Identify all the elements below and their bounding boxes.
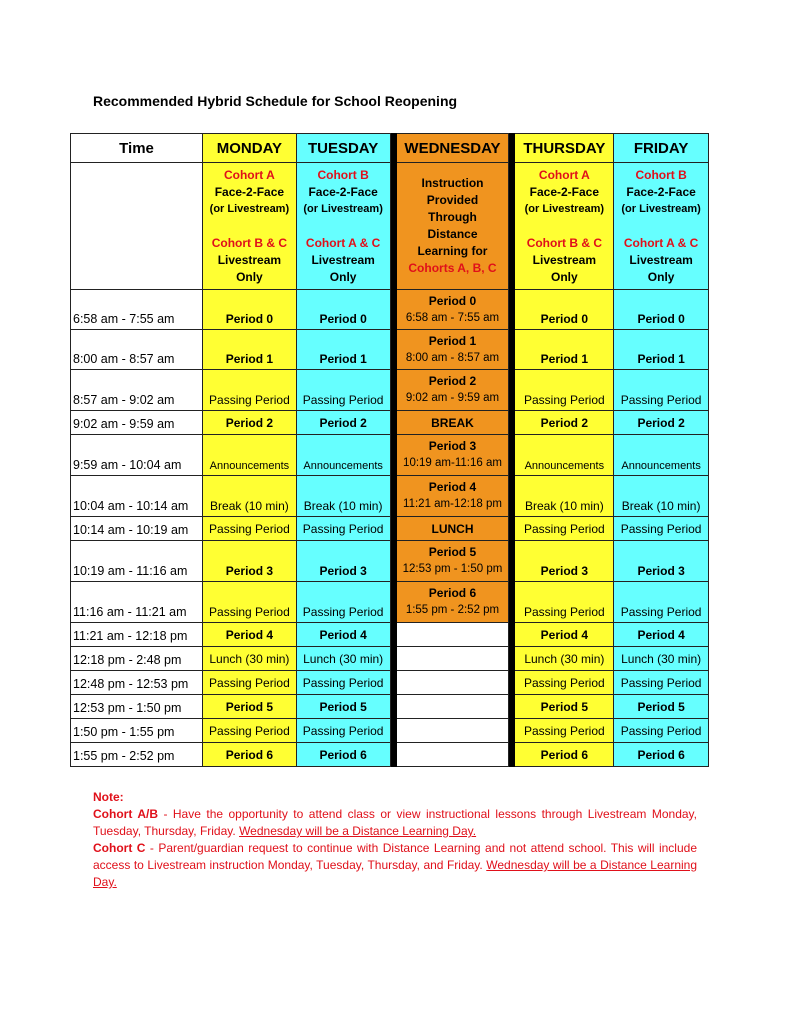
cell-tuesday: Passing Period [296,582,390,623]
cell-monday: Passing Period [203,719,297,743]
table-row [71,476,709,517]
cell-wednesday [396,476,509,517]
cohort-friday [614,163,709,290]
cohort-line: Cohorts A, B, C [408,261,497,275]
cell-friday: Period 3 [614,541,709,582]
cell-monday: Lunch (30 min) [203,647,297,671]
cell-wednesday-empty [396,743,509,767]
cell-monday: Passing Period [203,582,297,623]
wed-time: 12:53 pm - 1:50 pm [402,563,503,575]
header-tuesday: TUESDAY [296,134,390,163]
cell-friday: Break (10 min) [614,476,709,517]
cohort-line: (or Livestream) [303,202,383,215]
cell-tuesday: Period 6 [296,743,390,767]
table-row [71,719,709,743]
cell-friday: Passing Period [614,719,709,743]
table-row [71,290,709,330]
cell-friday: Lunch (30 min) [614,647,709,671]
table-row [71,647,709,671]
cell-monday: Period 5 [203,695,297,719]
wed-period: Period 6 [428,586,477,600]
cohort-line: (or Livestream) [209,202,290,215]
time-cell: 10:14 am - 10:19 am [71,517,203,541]
cell-friday: Period 0 [614,290,709,330]
cell-tuesday: Passing Period [296,517,390,541]
cell-thursday: Passing Period [515,719,614,743]
header-time: Time [71,134,203,163]
cell-monday: Period 4 [203,623,297,647]
cell-friday: Passing Period [614,517,709,541]
wed-period: Period 1 [428,333,477,348]
cohort-line: Only [551,269,578,284]
cohort-line: Cohort A & C [623,235,699,250]
cell-friday: Announcements [614,435,709,476]
cell-friday: Period 6 [614,743,709,767]
note-label: Note: [93,790,124,804]
time-cell: 11:16 am - 11:21 am [71,582,203,623]
cohort-line: Cohort B [635,167,687,182]
cell-friday: Period 5 [614,695,709,719]
header-monday: MONDAY [203,134,297,163]
cohort-line: Cohort A [223,167,275,182]
time-cell: 11:21 am - 12:18 pm [71,623,203,647]
cell-tuesday: Period 3 [296,541,390,582]
cell-tuesday: Break (10 min) [296,476,390,517]
time-cell: 10:04 am - 10:14 am [71,476,203,517]
cohort-line: (or Livestream) [621,202,701,215]
cell-friday: Period 2 [614,411,709,435]
cell-thursday: Period 5 [515,695,614,719]
wed-period: Period 0 [428,293,477,308]
cell-wednesday: LUNCH [396,517,509,541]
schedule-table [70,133,709,767]
cell-monday: Passing Period [203,671,297,695]
cell-wednesday [396,582,509,623]
cell-tuesday: Period 4 [296,623,390,647]
cohort-line: Only [647,269,675,284]
note-cohort-c-text: - Parent/guardian request to continue with Distance Learning and not attend school. This will include access to Livestream instruction Monday, Tuesday, Thursday, and Friday. [93,841,697,872]
header-row [71,134,709,163]
table-row [71,541,709,582]
cell-friday: Passing Period [614,671,709,695]
note-cohort-c [93,840,697,891]
cell-monday: Period 1 [203,330,297,370]
cohort-thursday [515,163,614,290]
cell-monday: Period 3 [203,541,297,582]
time-cell: 8:00 am - 8:57 am [71,330,203,370]
wed-time: 11:21 am-12:18 pm [403,498,502,510]
table-row [71,671,709,695]
cell-monday: Passing Period [203,370,297,411]
cell-thursday: Period 4 [515,623,614,647]
cell-tuesday: Passing Period [296,719,390,743]
time-cell: 12:53 pm - 1:50 pm [71,695,203,719]
cell-wednesday [396,370,509,411]
cohort-line: Through [428,210,477,224]
time-cell: 9:02 am - 9:59 am [71,411,203,435]
cell-tuesday: Period 2 [296,411,390,435]
cell-wednesday-empty [396,647,509,671]
cohort-line: Provided [426,193,479,207]
cohort-line: Face-2-Face [308,184,378,199]
time-cell: 9:59 am - 10:04 am [71,435,203,476]
cell-monday: Break (10 min) [203,476,297,517]
note-cohort-ab [93,806,697,840]
cell-monday: Period 2 [203,411,297,435]
time-cell: 8:57 am - 9:02 am [71,370,203,411]
cohort-row [71,163,709,290]
cohort-line: Livestream [217,252,282,267]
note-cohort-ab-text: - Have the opportunity to attend class or view instructional lessons through Livestream Monday, Tuesday, Thursday, Friday. [93,807,697,838]
page-title: Recommended Hybrid Schedule for School Reopening [93,93,458,109]
time-cell: 10:19 am - 11:16 am [71,541,203,582]
cohort-line: Face-2-Face [626,184,696,199]
cell-friday: Passing Period [614,370,709,411]
cell-monday: Announcements [203,435,297,476]
cohort-line: Distance [427,227,478,241]
cohort-wednesday [396,163,509,290]
cohort-line: Livestream [311,252,375,267]
table-row [71,743,709,767]
wed-time: 6:58 am - 7:55 am [405,311,500,324]
header-thursday: THURSDAY [515,134,614,163]
cohort-line: Cohort A [538,167,590,182]
cohort-line: Instruction [421,176,484,190]
cohort-line: Cohort B [317,167,369,182]
cohort-line: Livestream [629,252,693,267]
cohort-line: Only [329,269,357,284]
wed-time: 10:19 am-11:16 am [403,457,502,469]
cohort-line: Livestream [532,252,597,267]
cell-thursday: Passing Period [515,582,614,623]
wed-period: Period 4 [428,480,477,494]
note-cohort-ab-underline: Wednesday will be a Distance Learning Day. [239,824,477,838]
cohort-time-blank [71,163,203,290]
cell-wednesday-empty [396,719,509,743]
cell-friday: Period 4 [614,623,709,647]
cell-wednesday [396,541,509,582]
cell-wednesday [396,330,509,370]
cell-thursday: Period 1 [515,330,614,370]
cohort-line: Cohort A & C [305,235,381,250]
time-cell: 12:18 pm - 2:48 pm [71,647,203,671]
cell-wednesday: BREAK [396,411,509,435]
time-cell: 12:48 pm - 12:53 pm [71,671,203,695]
wed-time: 8:00 am - 8:57 am [405,351,500,364]
time-cell: 1:55 pm - 2:52 pm [71,743,203,767]
cell-thursday: Period 6 [515,743,614,767]
cohort-monday [203,163,297,290]
cell-monday: Period 6 [203,743,297,767]
note-cohort-c-underline: Wednesday will be a Distance Learning Day. [93,858,698,889]
cell-thursday: Period 3 [515,541,614,582]
cell-tuesday: Lunch (30 min) [296,647,390,671]
wed-time: 9:02 am - 9:59 am [405,392,500,404]
table-row [71,435,709,476]
cell-wednesday-empty [396,695,509,719]
cell-tuesday: Passing Period [296,671,390,695]
cell-wednesday [396,435,509,476]
wed-time: 1:55 pm - 2:52 pm [405,604,500,616]
cell-tuesday: Period 5 [296,695,390,719]
cell-thursday: Passing Period [515,517,614,541]
header-wednesday: WEDNESDAY [396,134,509,163]
time-cell: 6:58 am - 7:55 am [71,290,203,330]
note-cohort-c-label: Cohort C [93,841,146,855]
wed-period: Period 2 [428,374,477,388]
header-friday: FRIDAY [614,134,709,163]
table-row [71,330,709,370]
cell-thursday: Break (10 min) [515,476,614,517]
cell-tuesday: Passing Period [296,370,390,411]
cell-wednesday-empty [396,623,509,647]
cell-wednesday-empty [396,671,509,695]
cell-tuesday: Period 0 [296,290,390,330]
table-row [71,623,709,647]
table-row [71,411,709,435]
cell-thursday: Passing Period [515,370,614,411]
note-cohort-ab-label: Cohort A/B [93,807,158,821]
cell-wednesday [396,290,509,330]
cell-monday: Period 0 [203,290,297,330]
cell-thursday: Announcements [515,435,614,476]
table-row [71,582,709,623]
cohort-line: Face-2-Face [214,184,285,199]
cell-thursday: Period 2 [515,411,614,435]
wed-period: Period 5 [428,545,477,559]
cohort-line: Cohort B & C [526,235,603,250]
cell-monday: Passing Period [203,517,297,541]
cohort-tuesday [296,163,390,290]
cohort-line: (or Livestream) [524,202,605,215]
table-row [71,370,709,411]
cell-friday: Passing Period [614,582,709,623]
wed-period: Period 3 [428,439,477,453]
cohort-line: Learning for [417,244,488,258]
cell-tuesday: Period 1 [296,330,390,370]
time-cell: 1:50 pm - 1:55 pm [71,719,203,743]
cohort-line: Cohort B & C [211,235,288,250]
cell-tuesday: Announcements [296,435,390,476]
note-section [93,789,697,891]
cohort-line: Face-2-Face [529,184,600,199]
cohort-line: Only [236,269,263,284]
table-row [71,517,709,541]
cell-thursday: Lunch (30 min) [515,647,614,671]
cell-friday: Period 1 [614,330,709,370]
cell-thursday: Period 0 [515,290,614,330]
table-row [71,695,709,719]
cell-thursday: Passing Period [515,671,614,695]
